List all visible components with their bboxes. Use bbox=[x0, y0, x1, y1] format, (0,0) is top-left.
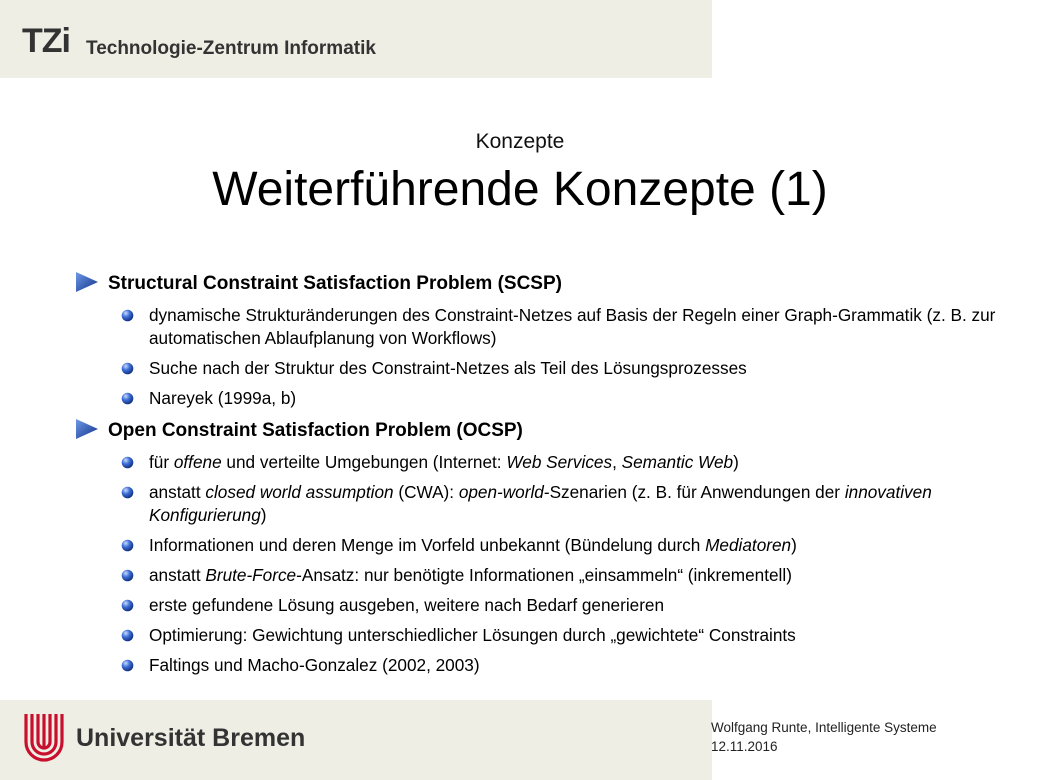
item-text: für bbox=[149, 452, 174, 472]
item-text: Nareyek (1999a, b) bbox=[149, 388, 297, 408]
section bbox=[72, 270, 1012, 410]
emphasized-text: Web Services bbox=[506, 452, 613, 472]
item-text: ) bbox=[791, 535, 797, 555]
institute-name: Technologie-Zentrum Informatik bbox=[86, 38, 376, 59]
section-heading-text: Open Constraint Satisfaction Problem (OCSP) bbox=[108, 420, 523, 441]
item-text: und verteilte Umgebungen (Internet: bbox=[221, 452, 507, 472]
list-item bbox=[72, 594, 1012, 617]
section-heading bbox=[72, 270, 1012, 298]
item-text: anstatt bbox=[149, 565, 206, 585]
ball-icon bbox=[121, 456, 134, 469]
university-logo-icon bbox=[20, 712, 68, 764]
list-item bbox=[72, 304, 1012, 350]
emphasized-text: Brute-Force bbox=[205, 565, 297, 585]
university-name: Universität Bremen bbox=[76, 724, 306, 752]
arrow-icon bbox=[74, 270, 100, 294]
item-text: , bbox=[612, 452, 622, 472]
ball-icon bbox=[121, 486, 134, 499]
item-text: ) bbox=[260, 505, 267, 525]
list-item bbox=[72, 357, 1012, 380]
bullet-list bbox=[72, 451, 1012, 677]
item-text: (CWA): bbox=[393, 482, 459, 502]
footer-author: Wolfgang Runte, Intelligente Systeme bbox=[711, 720, 937, 735]
slide-content bbox=[72, 270, 1012, 684]
item-text: Informationen und deren Menge im Vorfeld unbekannt (Bündelung durch bbox=[149, 535, 706, 555]
emphasized-text: Mediatoren bbox=[705, 535, 792, 555]
ball-icon bbox=[121, 392, 134, 405]
ball-icon bbox=[121, 539, 134, 552]
item-text: Optimierung: Gewichtung unterschiedlicher Lösungen durch „gewichtete“ Constraints bbox=[149, 625, 796, 645]
list-item bbox=[72, 564, 1012, 587]
section-heading-text: Structural Constraint Satisfaction Problem (SCSP) bbox=[108, 273, 562, 294]
ball-icon bbox=[121, 309, 134, 322]
item-text: Faltings und Macho-Gonzalez (2002, 2003) bbox=[149, 655, 480, 675]
list-item bbox=[72, 481, 1012, 527]
slide-subtitle: Konzepte bbox=[475, 130, 565, 153]
tzi-logo bbox=[22, 24, 70, 58]
ball-icon bbox=[121, 569, 134, 582]
bullet-list bbox=[72, 304, 1012, 410]
item-text: dynamische Strukturänderungen des Constraint-Netzes auf Basis der Regeln einer Graph-Grammatik (z. B. zur automatischen Ablaufplanung von Workflows) bbox=[149, 305, 996, 348]
item-text: -Ansatz: nur benötigte Informationen „einsammeln“ (inkrementell) bbox=[296, 565, 792, 585]
list-item bbox=[72, 534, 1012, 557]
ball-icon bbox=[121, 362, 134, 375]
item-text: Suche nach der Struktur des Constraint-Netzes als Teil des Lösungsprozesses bbox=[149, 358, 747, 378]
list-item bbox=[72, 387, 1012, 410]
ball-icon bbox=[121, 659, 134, 672]
emphasized-text: Semantic Web bbox=[621, 452, 734, 472]
item-text: anstatt bbox=[149, 482, 206, 502]
section bbox=[72, 417, 1012, 677]
footer-date: 12.11.2016 bbox=[711, 739, 778, 754]
slide-title: Weiterführende Konzepte (1) bbox=[212, 163, 828, 216]
section-heading bbox=[72, 417, 1012, 445]
list-item bbox=[72, 451, 1012, 474]
item-text: ) bbox=[733, 452, 739, 472]
item-text: erste gefundene Lösung ausgeben, weitere nach Bedarf generieren bbox=[149, 595, 665, 615]
ball-icon bbox=[121, 599, 134, 612]
emphasized-text: innovativen Konfigurierung bbox=[149, 482, 932, 525]
tzi-logo-mark: TZi bbox=[22, 22, 70, 60]
list-item bbox=[72, 654, 1012, 677]
emphasized-text: open-world bbox=[458, 482, 544, 502]
emphasized-text: offene bbox=[173, 452, 222, 472]
list-item bbox=[72, 624, 1012, 647]
arrow-icon bbox=[74, 417, 100, 441]
ball-icon bbox=[121, 629, 134, 642]
item-text: -Szenarien (z. B. für Anwendungen der bbox=[543, 482, 845, 502]
emphasized-text: closed world assumption bbox=[205, 482, 394, 502]
